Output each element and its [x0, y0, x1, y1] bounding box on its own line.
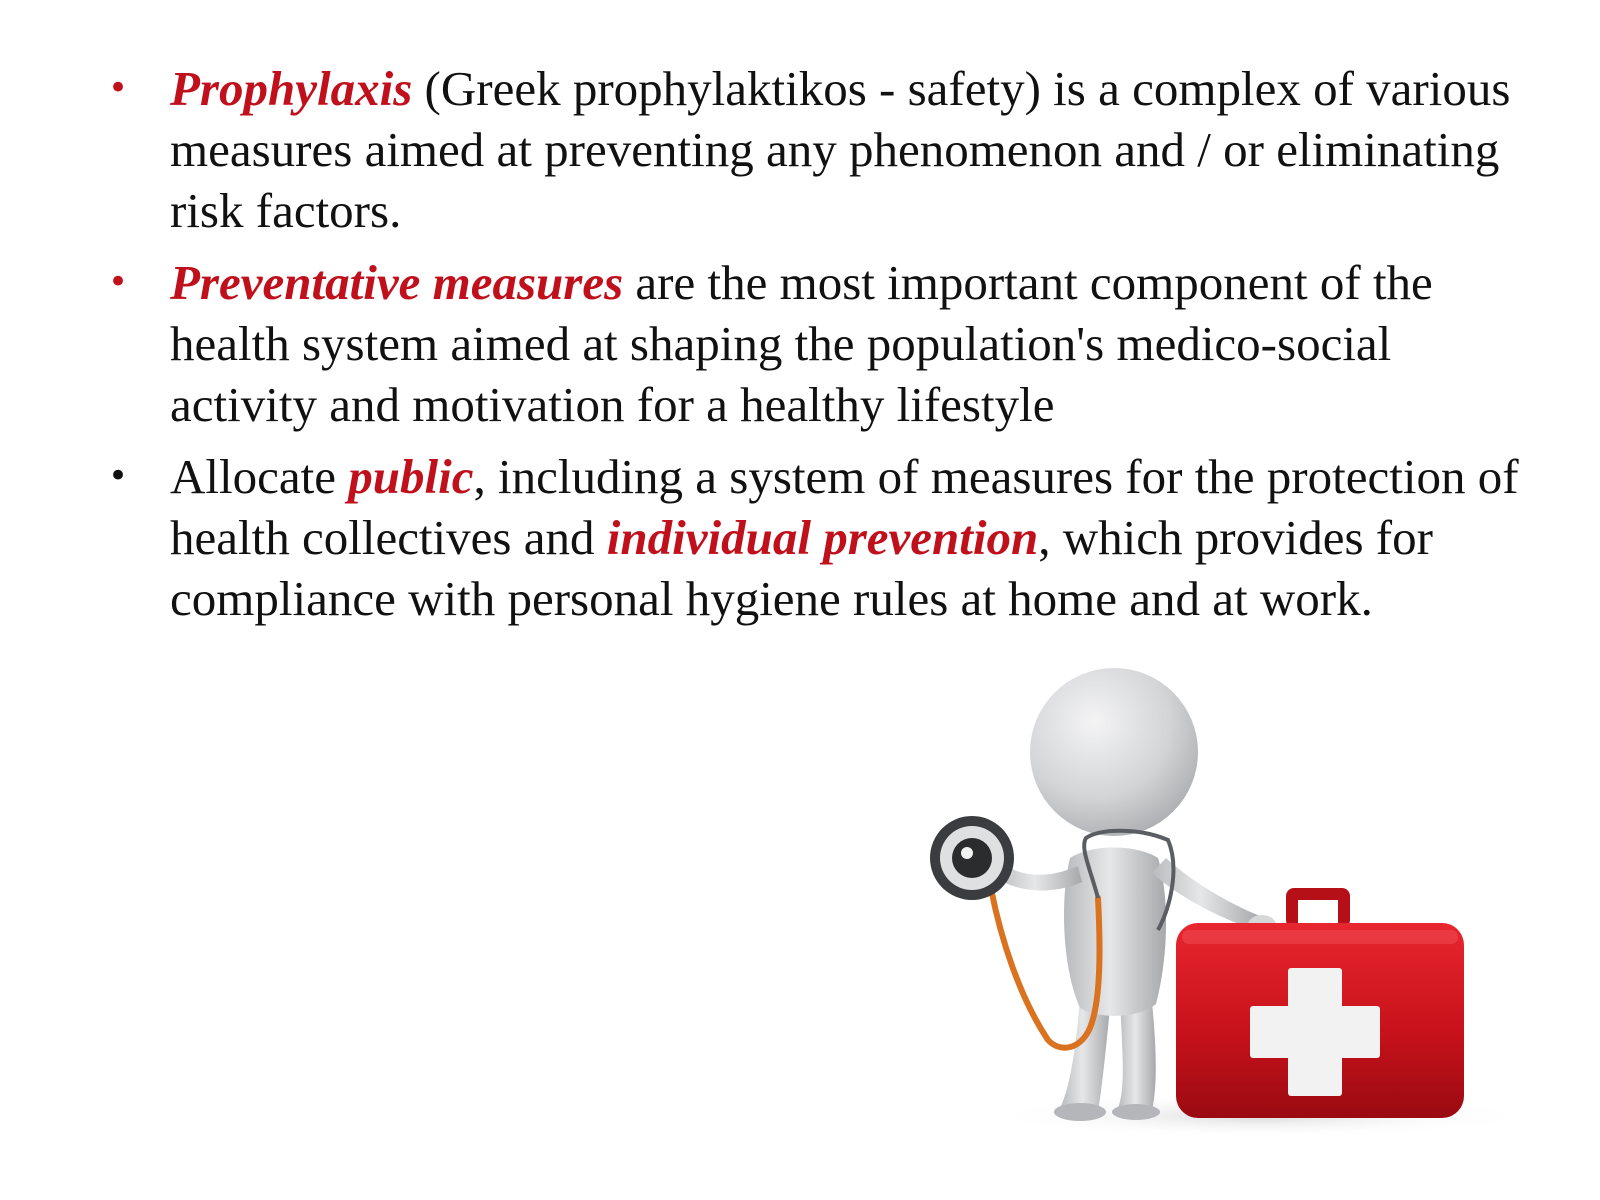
bullet-prophylaxis: [108, 58, 1528, 241]
bullet-marker: •: [108, 262, 129, 302]
doctor-illustration: [930, 668, 1530, 1168]
term-public: public: [348, 449, 474, 504]
term-prophylaxis: Prophylaxis: [170, 61, 413, 116]
term-individual-prevention: individual prevention: [606, 510, 1039, 565]
term-preventative-measures: Preventative measures: [170, 255, 624, 310]
bullet-preventative-measures: [108, 252, 1528, 435]
bullet-marker: •: [108, 68, 129, 108]
definition-text: (Greek prophylaktikos - safety) is a complex of various measures aimed at preventing any phenomenon and / or eliminating risk factors.: [170, 61, 1511, 238]
bullet-list: [108, 58, 1528, 640]
first-aid-kit-icon: [1176, 888, 1464, 1118]
definition-text: are the most important component of the health system aimed at shaping the population's medico-social activity and motivation for a healthy lifestyle: [170, 255, 1433, 432]
bullet-allocate: [108, 446, 1528, 629]
bullet-marker: •: [108, 456, 129, 496]
closing-text: , which provides for compliance with personal hygiene rules at home and at work.: [170, 510, 1433, 626]
allocate-text: Allocate: [170, 449, 349, 504]
middle-text: , including a system of measures for the protection of health collectives and: [170, 449, 1519, 565]
